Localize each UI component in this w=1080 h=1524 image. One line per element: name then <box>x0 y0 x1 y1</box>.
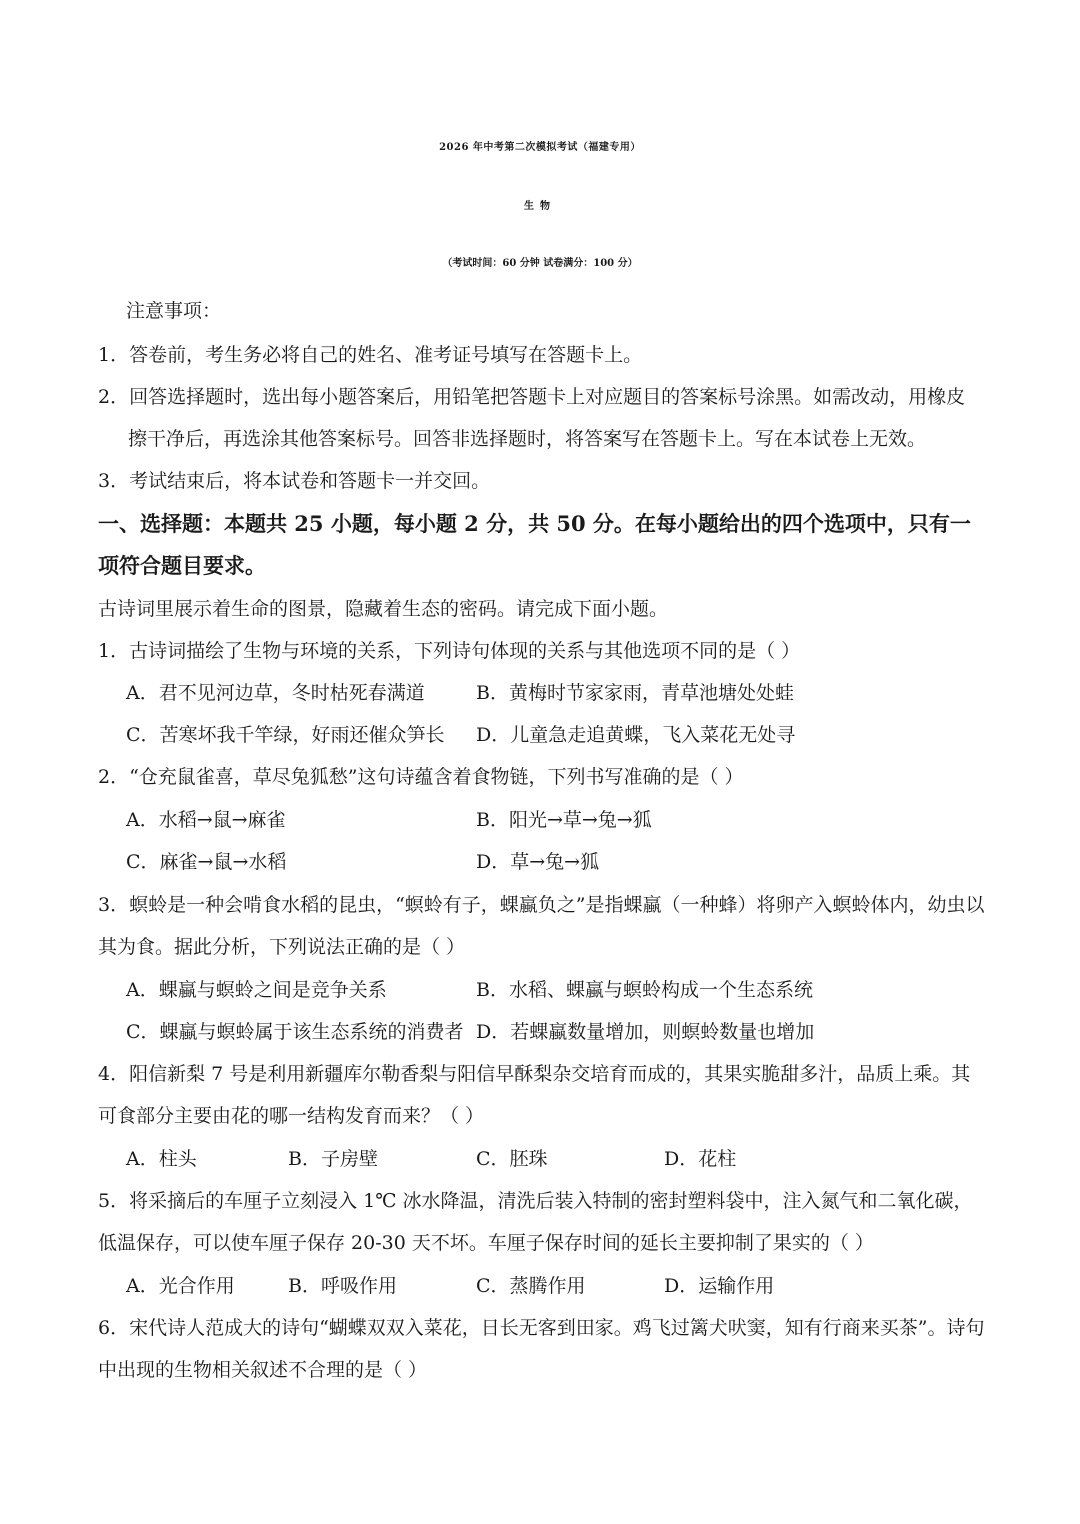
question-4-option-c: C．胚珠 <box>476 1148 548 1170</box>
section-1-heading-line-1: 一、选择题：本题共 25 小题，每小题 2 分，共 50 分。在每小题给出的四个选项中，只有一 <box>98 511 971 536</box>
question-5-stem-line-2: 低温保存，可以使车厘子保存 20-30 天不坏。车厘子保存时间的延长主要抑制了果实的（ ） <box>98 1232 874 1254</box>
exam-title: 2026 年中考第二次模拟考试（福建专用） <box>439 142 641 153</box>
question-1-option-d: D．儿童急走追黄蝶，飞入菜花无处寻 <box>476 724 796 746</box>
question-1-option-a: A．君不见河边草，冬时枯死春满道 <box>126 682 425 704</box>
question-2-option-a: A．水稻→鼠→麻雀 <box>126 809 286 831</box>
question-3-stem-line-2: 其为食。据此分析，下列说法正确的是（ ） <box>98 936 466 958</box>
section-1-intro: 古诗词里展示着生命的图景，隐藏着生态的密码。请完成下面小题。 <box>98 598 669 620</box>
subject-title: 生物 <box>524 201 556 212</box>
question-5-option-a: A．光合作用 <box>126 1275 235 1297</box>
question-5-option-d: D．运输作用 <box>664 1275 775 1297</box>
question-2-option-d: D．草→兔→狐 <box>476 851 600 873</box>
question-1-stem: 1．古诗词描绘了生物与环境的关系，下列诗句体现的关系与其他选项不同的是（ ） <box>98 640 801 662</box>
question-4-stem-line-1: 4．阳信新梨 7 号是利用新疆库尔勒香梨与阳信早酥梨杂交培育而成的，其果实脆甜多汁，品质上乘。其 <box>98 1063 971 1085</box>
notice-item-2-line-2: 擦干净后，再选涂其他答案标号。回答非选择题时，将答案写在答题卡上。写在本试卷上无效。 <box>128 428 927 450</box>
question-2-option-b: B．阳光→草→兔→狐 <box>476 809 652 831</box>
question-6-stem-line-1: 6．宋代诗人范成大的诗句“蝴蝶双双入菜花，日长无客到田家。鸡飞过篱犬吠窦，知有行商来买茶”。诗句 <box>98 1317 985 1339</box>
question-4-stem-line-2: 可食部分主要由花的哪一结构发育而来？（ ） <box>98 1105 485 1127</box>
question-4-option-d: D．花柱 <box>664 1148 737 1170</box>
notice-item-1: 1．答卷前，考生务必将自己的姓名、准考证号填写在答题卡上。 <box>98 344 643 366</box>
question-4-option-b: B．子房壁 <box>288 1148 378 1170</box>
section-1-heading-line-2: 项符合题目要求。 <box>98 553 266 578</box>
question-5-stem-line-1: 5．将采摘后的车厘子立刻浸入 1℃ 冰水降温，清洗后装入特制的密封塑料袋中，注入氮气和二氧化碳， <box>98 1190 973 1212</box>
question-5-option-c: C．蒸腾作用 <box>476 1275 586 1297</box>
question-2-stem: 2．“仓充鼠雀喜，草尽兔狐愁”这句诗蕴含着食物链，下列书写准确的是（ ） <box>98 766 744 788</box>
question-3-option-d: D．若蜾蠃数量增加，则螟蛉数量也增加 <box>476 1021 815 1043</box>
question-3-option-b: B．水稻、蜾蠃与螟蛉构成一个生态系统 <box>476 979 813 1001</box>
question-6-stem-line-2: 中出现的生物相关叙述不合理的是（ ） <box>98 1359 428 1381</box>
question-3-option-c: C．蜾蠃与螟蛉属于该生态系统的消费者 <box>126 1021 464 1043</box>
question-3-stem-line-1: 3．螟蛉是一种会啃食水稻的昆虫，“螟蛉有子，蜾蠃负之”是指蜾蠃（一种蜂）将卵产入螟蛉体内，幼虫以 <box>98 894 985 916</box>
exam-time-info: （考试时间：60 分钟 试卷满分：100 分） <box>442 258 638 269</box>
question-1-option-c: C．苦寒坏我千竿绿，好雨还催众笋长 <box>126 724 445 746</box>
question-5-option-b: B．呼吸作用 <box>288 1275 397 1297</box>
question-1-option-b: B．黄梅时节家家雨，青草池塘处处蛙 <box>476 682 794 704</box>
question-2-option-c: C．麻雀→鼠→水稻 <box>126 851 287 873</box>
notice-item-2-line-1: 2．回答选择题时，选出每小题答案后，用铅笔把答题卡上对应题目的答案标号涂黑。如需改动，用橡皮 <box>98 386 966 408</box>
question-3-option-a: A．蜾蠃与螟蛉之间是竞争关系 <box>126 979 387 1001</box>
question-4-option-a: A．柱头 <box>126 1148 197 1170</box>
notice-heading: 注意事项： <box>126 300 222 322</box>
notice-item-3: 3．考试结束后，将本试卷和答题卡一并交回。 <box>98 470 491 492</box>
